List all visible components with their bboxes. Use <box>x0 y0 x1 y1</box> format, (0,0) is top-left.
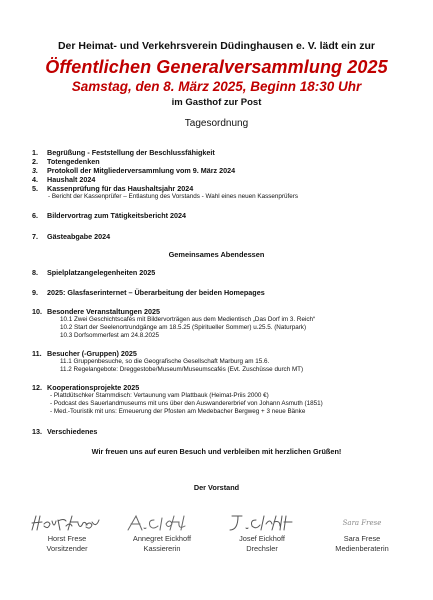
agenda-item-6 <box>32 211 186 220</box>
item-number: 10. <box>32 307 42 316</box>
handwritten-signature: Sara Frese <box>342 519 382 527</box>
signature-block <box>22 512 112 553</box>
signer-role: Drechsler <box>246 543 278 553</box>
closing-line: Wir freuen uns auf euren Besuch und verbleiben mit herzlichen Grüßen! <box>91 447 342 456</box>
agenda-item-7 <box>32 232 110 241</box>
agenda-item-4 <box>32 175 95 184</box>
item-text: Besucher (-Gruppen) 2025 <box>47 349 137 358</box>
agenda-subitem: 10.3 Dorfsommerfest am 24.8.2025 <box>60 332 160 339</box>
item-number: 7. <box>32 232 38 241</box>
agenda-item-11 <box>32 349 137 358</box>
item-number: 4. <box>32 175 38 184</box>
item-number: 8. <box>32 268 38 277</box>
agenda-item-12 <box>32 383 139 392</box>
item-text: Protokoll der Mitgliederversammlung vom 9. März 2024 <box>47 166 236 175</box>
agenda-item-2 <box>32 157 100 166</box>
signer-role: Kassiererin <box>143 543 181 553</box>
agenda-item-3 <box>32 166 235 175</box>
agenda-subitem: - Plattdütschker Stammdisch: Vertaunung vam Plattbauk (Heimat-Priis 2000 €) <box>50 392 269 399</box>
item-number: 11. <box>32 349 42 358</box>
dinner-break: Gemeinsames Abendessen <box>168 250 265 259</box>
signer-role: Vorsitzender <box>46 543 88 553</box>
event-venue: im Gasthof zur Post <box>171 97 262 108</box>
agenda-item-5-sub: - Bericht der Kassenprüfer – Entlastung des Vorstands - Wahl eines neuen Kassenprüfers <box>48 193 299 200</box>
event-date: Samstag, den 8. März 2025, Beginn 18:30 Uhr <box>71 79 362 94</box>
item-number: 2. <box>32 157 38 166</box>
item-text: Verschiedenes <box>47 427 98 436</box>
item-text: Kooperationsprojekte 2025 <box>47 383 140 392</box>
item-number: 6. <box>32 211 38 220</box>
signer-role: Medienberaterin <box>335 543 389 553</box>
signer-name: Sara Frese <box>343 534 381 543</box>
signature-block <box>112 512 212 553</box>
agenda-item-10 <box>32 307 160 316</box>
item-number: 3. <box>32 166 38 175</box>
item-text: Kassenprüfung für das Haushaltsjahr 2024 <box>47 184 194 193</box>
agenda-item-1 <box>32 148 215 157</box>
signer-name: Josef Eickhoff <box>239 534 285 543</box>
handwritten-signature <box>122 512 202 534</box>
item-text: Gästeabgabe 2024 <box>47 232 111 241</box>
signer-name: Annegret Eickhoff <box>132 534 192 543</box>
handwritten-signature <box>28 512 106 534</box>
agenda-subitem: 10.2 Start der Seelenortrundgänge am 18.5.25 (Spiritueller Sommer) u.25.5. (Naturpark) <box>60 324 307 331</box>
item-text: Besondere Veranstaltungen 2025 <box>47 307 161 316</box>
item-text: Haushalt 2024 <box>47 175 96 184</box>
document-title: Öffentlichen Generalversammlung 2025 <box>45 57 388 77</box>
agenda-subitem: 11.2 Regelangebote: Dreggestobe/Museum/Museumscafés (Evt. Zuschüsse durch MT) <box>60 366 304 373</box>
agenda-subitem: - Med.-Touristik mit uns: Erneuerung der Pfosten am Medebacher Bergweg + 3 neue Bänke <box>50 408 306 415</box>
agenda-item-8 <box>32 268 155 277</box>
agenda-item-5 <box>32 184 193 193</box>
item-number: 1. <box>32 148 38 157</box>
signer-name: Horst Frese <box>47 534 87 543</box>
item-text: Totengedenken <box>47 157 100 166</box>
agenda-subitem: 10.1 Zwei Geschichtscafés mit Bildervorträgen aus dem Medientisch „Das Dorf im 3. Reich“ <box>60 316 316 323</box>
signature-block <box>312 512 412 553</box>
item-number: 9. <box>32 288 38 297</box>
agenda-subitem: 11.1 Gruppenbesuche, so die Geografische Gesellschaft Marburg am 15.6. <box>60 358 270 365</box>
agenda-item-9 <box>32 288 265 297</box>
item-text: Begrüßung - Feststellung der Beschlussfähigkeit <box>47 148 215 157</box>
item-text: Bildervortrag zum Tätigkeitsbericht 2024 <box>47 211 187 220</box>
board-label: Der Vorstand <box>193 483 240 492</box>
agenda-item-13 <box>32 427 97 436</box>
handwritten-signature <box>222 512 302 534</box>
item-number: 5. <box>32 184 38 193</box>
agenda-heading: Tagesordnung <box>184 118 249 129</box>
item-text: 2025: Glasfaserinternet – Überarbeitung der beiden Homepages <box>47 288 265 297</box>
item-number: 13. <box>32 427 42 436</box>
item-number: 12. <box>32 383 42 392</box>
invitation-line: Der Heimat- und Verkehrsverein Düdinghausen e. V. lädt ein zur <box>57 40 376 52</box>
item-text: Spielplatzangelegenheiten 2025 <box>47 268 156 277</box>
agenda-subitem: - Podcast des Sauerlandmuseums mit uns über den Auswandererbrief von Johann Asmuth (1851) <box>50 400 323 407</box>
signature-block <box>212 512 312 553</box>
